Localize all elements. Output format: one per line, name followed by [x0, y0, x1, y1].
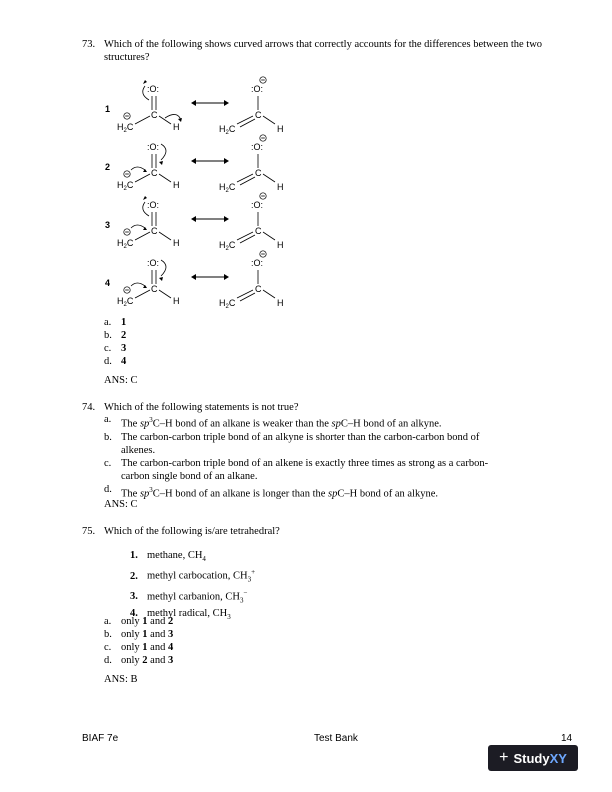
- option-d[interactable]: d. only 2 and 3: [104, 655, 174, 666]
- ch2-label: $H_2C$: [117, 122, 134, 134]
- hydrogen-label: H: [173, 238, 180, 248]
- carbon-label: C: [255, 226, 262, 236]
- carbon-label: C: [255, 284, 262, 294]
- row-label: 3: [105, 220, 111, 230]
- question-75: [82, 525, 562, 538]
- carbon-label: C: [255, 168, 262, 178]
- arrowhead-icon: [191, 274, 196, 280]
- carbon-label: C: [151, 226, 158, 236]
- hydrogen-label: H: [277, 124, 284, 134]
- ch2-label: $H_2C$: [219, 124, 236, 136]
- option-c[interactable]: c. only 1 and 4: [104, 642, 174, 653]
- single-bond: [263, 174, 275, 182]
- studyxy-logo: + StudyXY: [488, 745, 578, 771]
- list-item: 2. methyl carbocation, $CH_3^+$: [130, 568, 256, 584]
- oxygen-label: :O:: [147, 200, 160, 210]
- option-a[interactable]: a. The $sp^3C-H$ bond of an alkane is weaker than the spC–H bond of an alkyne.: [104, 414, 442, 430]
- single-bond: [135, 232, 150, 240]
- ch2-label: $H_2C$: [117, 296, 134, 308]
- curved-arrow-icon: [131, 167, 145, 170]
- double-bond: [237, 174, 253, 182]
- oxygen-label: :O:: [251, 200, 264, 210]
- question-74: [82, 401, 562, 414]
- arrowhead-icon: [224, 100, 229, 106]
- single-bond: [159, 116, 171, 124]
- option-c[interactable]: c. The carbon-carbon triple bond of an alkene is exactly three times as strong as a carbon-carbon single bond of an alkane.: [104, 458, 489, 482]
- row-label: 1: [105, 104, 111, 114]
- single-bond: [263, 116, 275, 124]
- q75-items: [130, 549, 255, 624]
- oxygen-label: :O:: [251, 142, 264, 152]
- single-bond: [135, 116, 150, 124]
- option-d[interactable]: d. 4: [104, 356, 127, 367]
- option-b[interactable]: b. only 1 and 3: [104, 629, 174, 640]
- single-bond: [263, 290, 275, 298]
- curved-arrow-icon: [131, 225, 145, 228]
- single-bond: [159, 290, 171, 298]
- oxygen-label: :O:: [251, 84, 264, 94]
- double-bond: [240, 293, 255, 301]
- plus-icon: +: [499, 749, 509, 766]
- question-number: 73.: [82, 39, 96, 50]
- option-b[interactable]: b. 2: [104, 330, 127, 341]
- double-bond: [240, 119, 255, 127]
- curved-arrow-icon: [161, 260, 166, 276]
- curved-arrow-icon: [161, 144, 166, 160]
- arrowhead-icon: [159, 277, 163, 281]
- list-item: 3. methyl carbanion, $CH_3^-$: [130, 588, 248, 605]
- arrowhead-icon: [224, 216, 229, 222]
- oxygen-label: :O:: [147, 258, 160, 268]
- option-c[interactable]: c. 3: [104, 343, 127, 354]
- list-item: 4. methyl radical, $CH_3$: [130, 608, 231, 622]
- carbon-label: C: [151, 110, 158, 120]
- option-d[interactable]: d. The $sp^3C-H$ bond of an alkane is longer than the spC–H bond of an alkyne.: [104, 484, 438, 500]
- single-bond: [135, 290, 150, 298]
- double-bond: [237, 116, 253, 124]
- arrowhead-icon: [191, 216, 196, 222]
- list-item: 1. methane, $CH_4$: [130, 550, 206, 564]
- single-bond: [135, 174, 150, 182]
- single-bond: [159, 232, 171, 240]
- question-text: Which of the following is/are tetrahedral?: [104, 526, 280, 537]
- ch2-label: $H_2C$: [219, 182, 236, 194]
- q74-options: [104, 414, 514, 503]
- answer-73: ANS: C: [104, 375, 138, 386]
- arrowhead-icon: [224, 274, 229, 280]
- answer-75: ANS: B: [104, 674, 138, 685]
- ch2-label: $H_2C$: [219, 240, 236, 252]
- option-b[interactable]: b. The carbon-carbon triple bond of an alkyne is shorter than the carbon-carbon bond of alkenes.: [104, 432, 480, 456]
- arrowhead-icon: [224, 158, 229, 164]
- question-number: 74.: [82, 402, 96, 413]
- oxygen-label: :O:: [147, 142, 160, 152]
- hydrogen-label: H: [173, 122, 180, 132]
- arrowhead-icon: [191, 158, 196, 164]
- curved-arrow-icon: [131, 283, 145, 286]
- answer-74: ANS: C: [104, 499, 138, 510]
- carbon-label: C: [151, 284, 158, 294]
- option-a[interactable]: a. only 1 and 2: [104, 616, 174, 627]
- question-73: [82, 38, 562, 64]
- question-text: Which of the following shows curved arrows that correctly accounts for the differences between the two structures?: [104, 39, 543, 63]
- ch2-label: $H_2C$: [117, 180, 134, 192]
- hydrogen-label: H: [277, 298, 284, 308]
- oxygen-label: :O:: [251, 258, 264, 268]
- hydrogen-label: H: [173, 180, 180, 190]
- carbon-label: C: [255, 110, 262, 120]
- hydrogen-label: H: [277, 240, 284, 250]
- single-bond: [159, 174, 171, 182]
- arrowhead-icon: [159, 161, 163, 165]
- footer-center: Test Bank: [314, 733, 358, 744]
- footer-left: BIAF 7e: [82, 733, 119, 744]
- row-label: 4: [105, 278, 111, 288]
- row-label: 2: [105, 162, 111, 172]
- double-bond: [237, 232, 253, 240]
- question-number: 75.: [82, 526, 96, 537]
- double-bond: [237, 290, 253, 298]
- arrowhead-icon: [191, 100, 196, 106]
- resonance-arrow-diagram: [95, 72, 315, 312]
- carbon-label: C: [151, 168, 158, 178]
- single-bond: [263, 232, 275, 240]
- double-bond: [240, 235, 255, 243]
- ch2-label: $H_2C$: [219, 298, 236, 310]
- hydrogen-label: H: [277, 182, 284, 192]
- option-a[interactable]: a. 1: [104, 317, 127, 328]
- hydrogen-label: H: [173, 296, 180, 306]
- oxygen-label: :O:: [147, 84, 160, 94]
- question-text: Which of the following statements is not true?: [104, 402, 299, 413]
- page-number: 14: [561, 733, 573, 744]
- double-bond: [240, 177, 255, 185]
- ch2-label: $H_2C$: [117, 238, 134, 250]
